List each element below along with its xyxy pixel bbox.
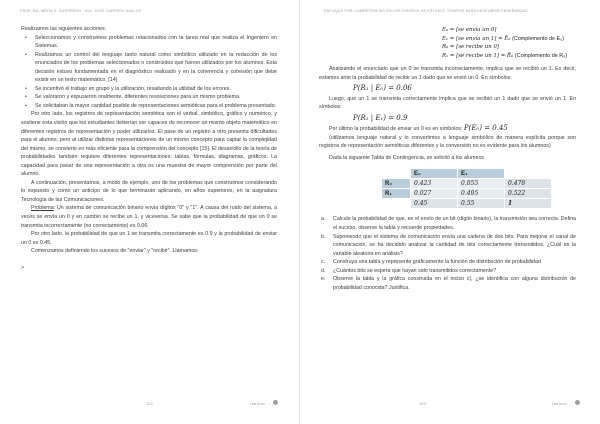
paragraph: Analizando el enunciado que un 0 se transmita incorrectamente, implica que se recibió un 1. Es decir, estamos ante la probabilidad de recibir un 1 dado que se envió un 0. En símbolos: <box>319 66 576 81</box>
paragraph: (utilizamos lenguaje natural y lo convertimos a lenguaje simbólico de manera explícita porque son registros de representación semióticas diferentes y la conversión no es evidente para los alumnos) <box>319 134 576 150</box>
formula-line: E₁ = [se envía un 1] = Ē₀ (Complemento de E₀) <box>442 35 565 42</box>
formula-line: R₀ = [se recibe un 0] <box>442 44 499 50</box>
table-cell: 0.423 <box>411 179 458 189</box>
right-page <box>300 0 600 424</box>
paragraph: Comenzamos definiendo los sucesos de "enviar" y "recibir". Llamamos: <box>31 248 199 255</box>
publisher-logo-icon <box>575 400 580 405</box>
table-cell: 0.027 <box>411 189 458 199</box>
problem-paragraph <box>21 204 277 230</box>
row-header: R₁ <box>382 189 411 199</box>
table-row <box>382 189 552 199</box>
table-cell: 0.522 <box>505 189 552 199</box>
table-cell: 0.55 <box>458 199 505 209</box>
formula-line: R₁ = [se recibe un 1] = R̄₀ (Complemento de R₀) <box>442 52 568 59</box>
problem-label: Problema <box>31 205 54 212</box>
table-cell: 0.45 <box>411 199 458 209</box>
paragraph: Por último la probabilidad de enviar un 0 es en símbolos: P(E₀) = 0.45 <box>329 124 508 133</box>
math-expression: P(E₀) = 0.45 <box>463 124 508 133</box>
event-definitions <box>442 26 582 60</box>
table-cell: 1 <box>505 199 552 209</box>
continuation-arrow: > <box>21 264 25 271</box>
table-header: E₁ <box>458 169 505 179</box>
table-row <box>382 199 552 209</box>
paragraph: Por otro lado, los registros de representación semiótica son el verbal, simbólico, gráfico y numérico, y sostiene esta visión que los estudiantes deberían ser capaces de reconocer un mismo objeto matemático en diferentes registros de representación y poder utilizarlos. El pase de un registro a otro presenta dificultades para el alumno, pero al utilizar distintas representaciones de un mismo concepto para captar la complejidad del mismo, se convierte en más eficiente para la comprensión del concepto [15]. El desarrollo de la teoría de probabilidades también requiere diferentes representaciones: tablas, fórmulas, diagramas, gráficos. La capacidad para pasar de una representación a otra es una muestra de mayor comprensión por parte del alumno. <box>21 111 277 178</box>
math-expression: P(R₁ | E₁) = 0.9 <box>353 113 408 122</box>
left-page-body <box>21 25 277 272</box>
list-item: c. Construya una tabla y represente gráficamente la función de distribución de probabilidad <box>321 259 541 266</box>
paragraph: Por otro lado, la probabilidad de que un 1 se transmita correctamente es 0.9 y la probabilidad de enviar un 0 es 0.45. <box>21 231 277 246</box>
list-item: d. ¿Cuántos bits se espera que hayan sido transmitidos correctamente? <box>321 267 497 274</box>
list-item: e. Observe la tabla y la gráfica construida en el inciso c), ¿se identifica con alguna distribución de probabilidad conocida? Justifica. <box>321 276 576 291</box>
list-item: b. Suponiendo que el sistema de comunicación envía una cadena de dos bits. Para mejorar el canal de comunicación, se ha decidido analizar la cantidad de bits correctamente transmitidos. ¿Cuál es la variable aleatoria en análisis? <box>321 233 576 257</box>
intro-text: Realizamos las siguientes acciones: <box>21 26 107 32</box>
page-number: 102 <box>146 401 153 406</box>
table-header-row <box>382 169 552 179</box>
publisher-logo-icon <box>273 400 278 405</box>
actions-list <box>21 34 277 111</box>
list-item: • Se incentivó el trabajo en grupo y la utilización, resaltando la utilidad de los errores. <box>31 85 277 94</box>
tasks-list <box>319 215 576 292</box>
table-cell: 0.478 <box>505 179 552 189</box>
list-item: a. Calcule la probabilidad de que, en el envío de un bit (dígito binario), la transmisión sea correcta. Defina el suceso, observe la tabla y recuerde propiedades. <box>321 216 576 232</box>
list-item: • Se solicitaban la mayor cantidad posible de representaciones semióticas para el problema presentado. <box>31 102 277 111</box>
formula-line: E₀ = [se envía un 0] <box>442 27 497 33</box>
table-header: E₀ <box>411 169 458 179</box>
publisher-name: Hal ledo <box>552 401 567 406</box>
table-cell: 0.055 <box>458 179 505 189</box>
list-item: • Seleccionamos y construimos problemas relacionados con la tarea real que realiza el Ingeniero en Sistemas. <box>31 34 277 51</box>
contingency-table <box>381 168 552 209</box>
list-item: • Se valoraron y expusieron oralmente, diferentes resoluciones para un mismo problema. <box>31 93 277 102</box>
right-page-body <box>319 65 576 292</box>
page-number: 103 <box>419 401 426 406</box>
list-item: • Realizamos un control del lenguaje tanto natural como simbólico utilizado en la redacción de los enunciados de los problemas seleccionados o construidos que fueron utilizados por los alumnos. Esta decisión estuvo fundamentada en el diagnóstico realizado y en la coherencia y cohesión que debe existir en un texto matemático. [14] <box>31 51 277 85</box>
paragraph: Luego, que un 1 se transmita correctamente implica que se recibió un 1 dado que se envió un 1. En símbolos: <box>319 95 576 111</box>
publisher-name: Hal ledo <box>250 401 265 406</box>
running-head: PROF. MA. MIRTA E. GUERRERO · ING. JOSÉ CARRERO AVALOS <box>20 9 142 13</box>
paragraph: Dada la siguiente Tabla de Contingencia, se solicitó a los alumnos <box>329 154 485 161</box>
paragraph: A continuación, presentamos, a modo de ejemplo, uno de los problemas que construimos considerando lo expuesto y como un anticipo de lo que terminarán aplicando, en años superiores, en la asignatura Tecnología de las Comunicaciones. <box>21 179 277 203</box>
running-head: ENFOQUE POR COMPETENCIAS EN LOS DISEÑOS DE ESTUDIO, TIEMPOS PARA DESCUBRIR ENSEÑANZAS <box>324 9 528 13</box>
math-expression: P(R₁ | E₀) = 0.06 <box>353 84 412 93</box>
table-cell: 0.495 <box>458 189 505 199</box>
table-row <box>382 179 552 189</box>
problem-text: : Un sistema de comunicación binario envía dígitos "0" y "1". A causa del ruido del sistema, a veces se envía un 0 y en cambio se recibe un 1, y viceversa. Se sabe que la probabilidad de que un 0 se transmita incorrectamente (no correctamente) es 0.06. <box>21 205 277 229</box>
row-header: R₀ <box>382 179 411 189</box>
